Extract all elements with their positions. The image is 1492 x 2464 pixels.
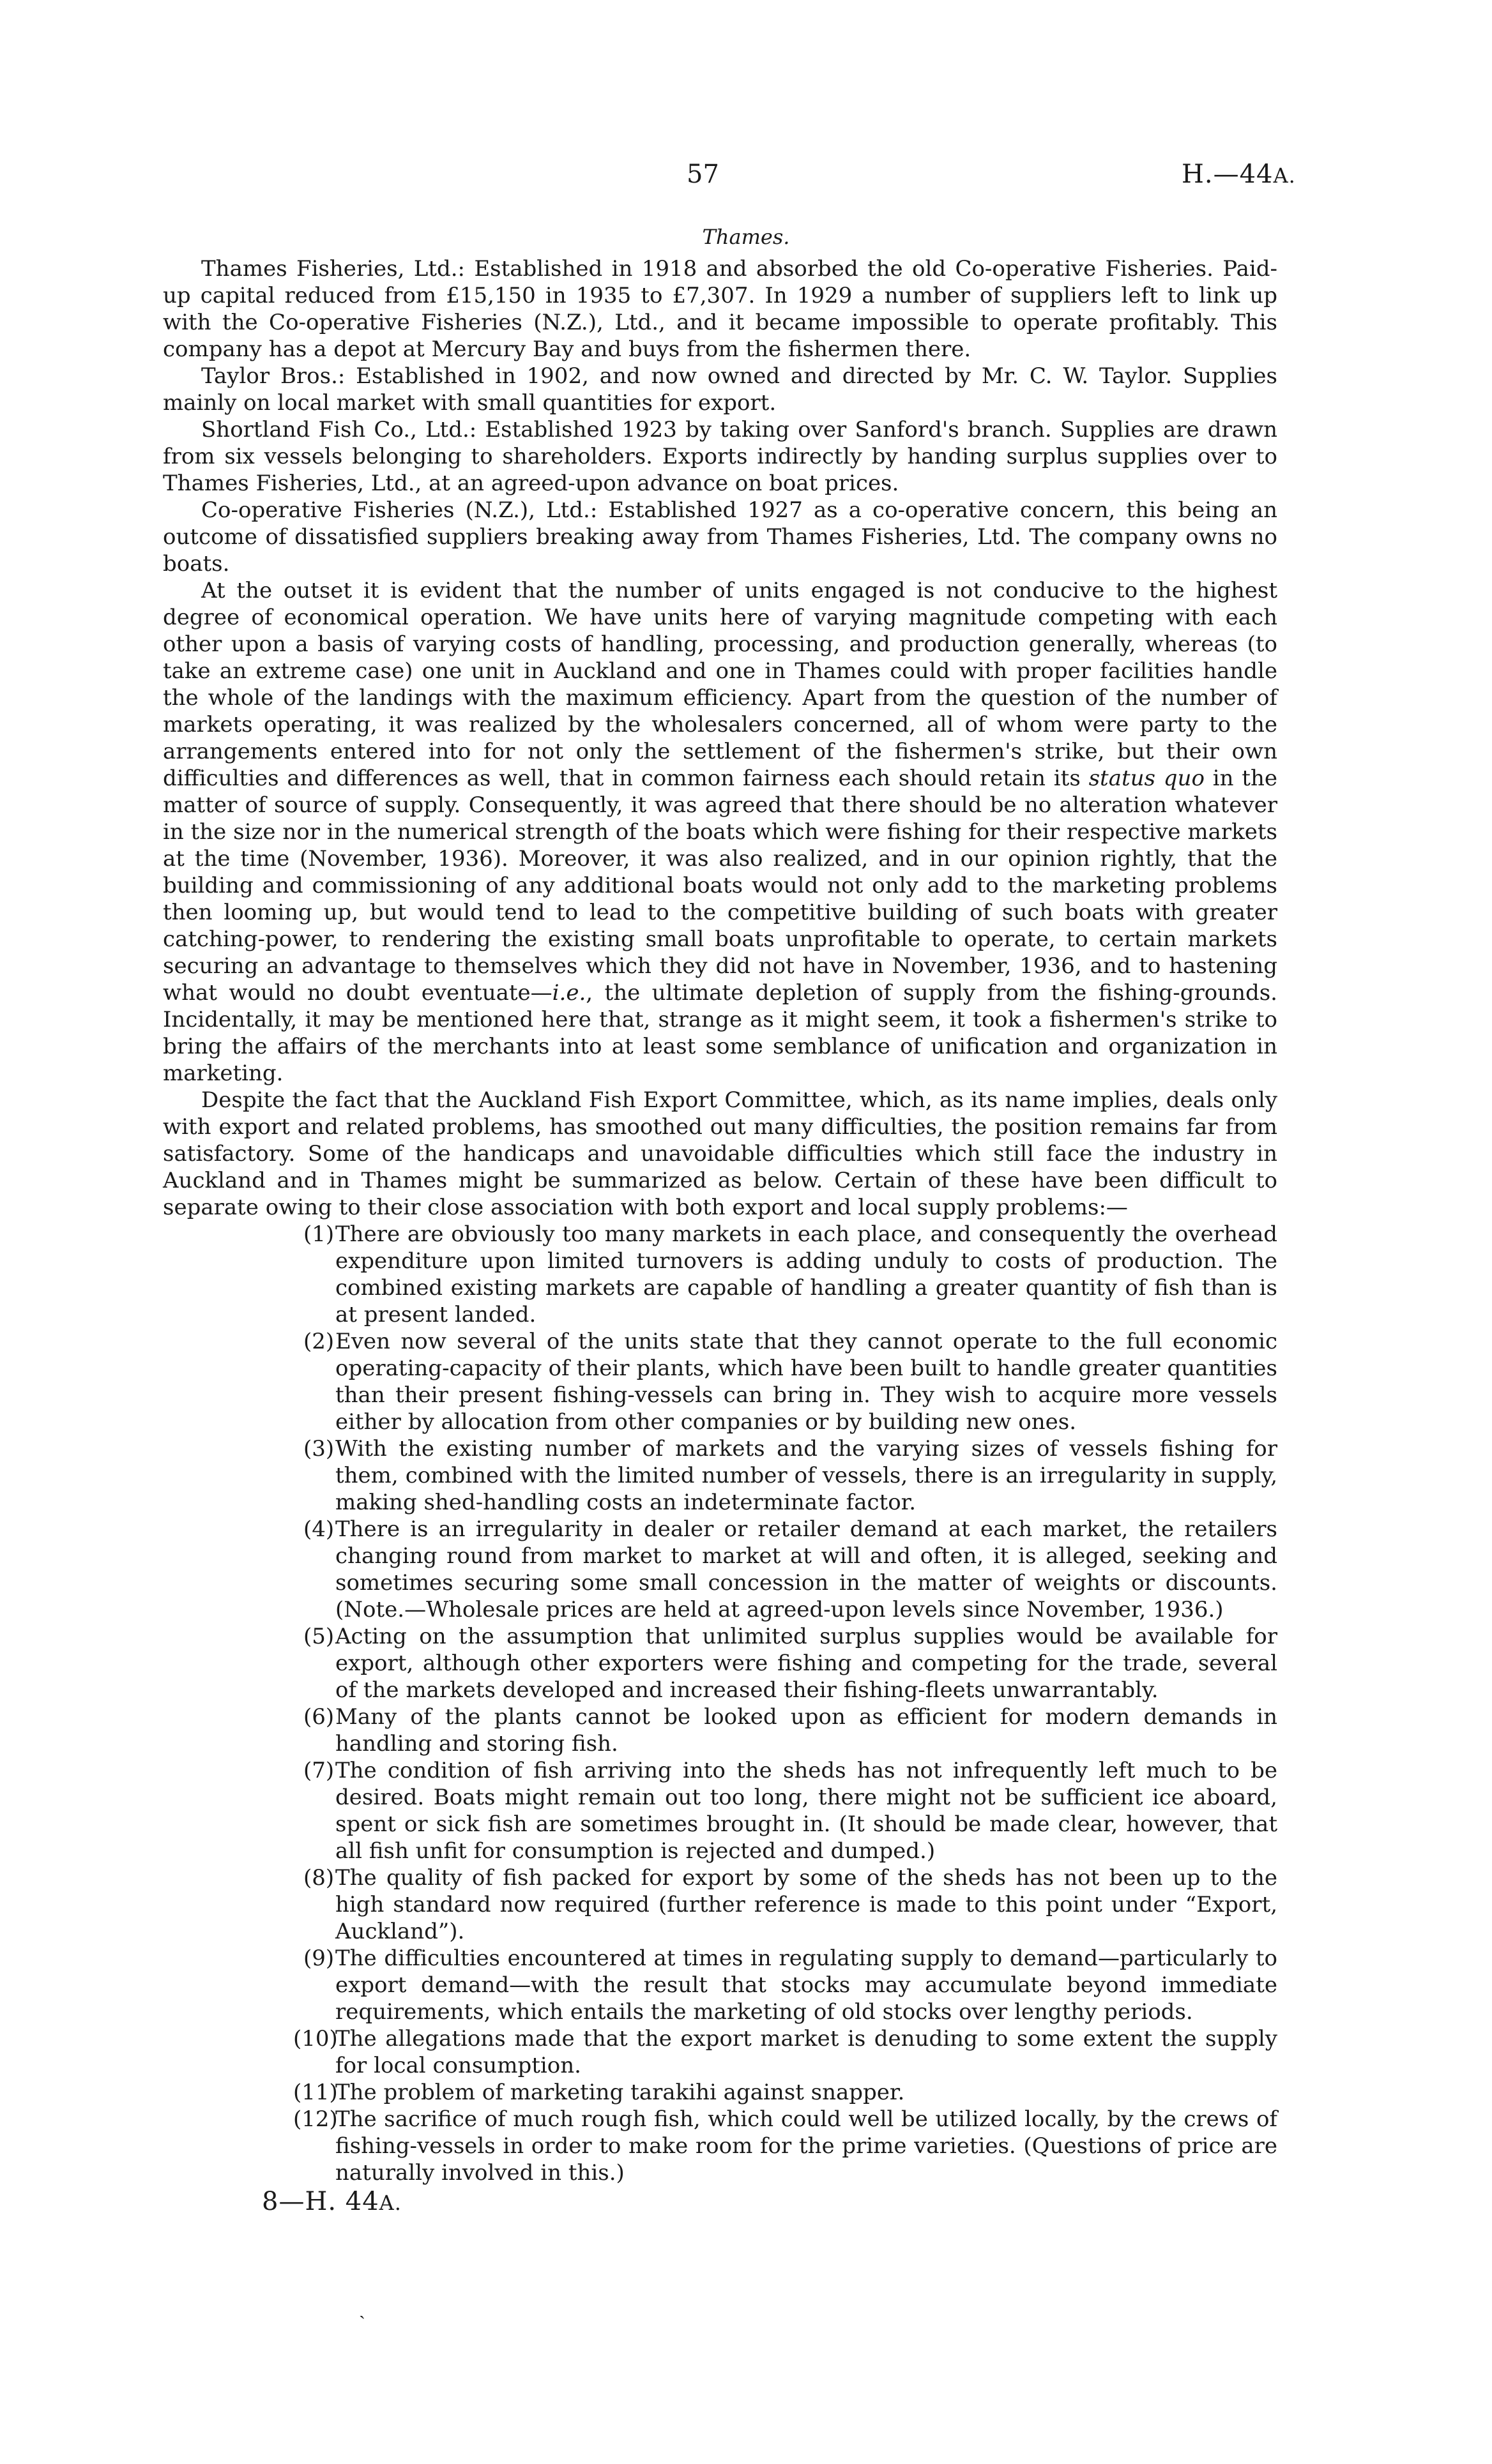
paragraph-outset-part-3: , the ultimate depletion of supply from the fishing-grounds. Incidentally, it may be mentioned here that, strange as it might seem, it took a fishermen's strike to bring the affairs of the merchants into at least some semblance of unification and organization in marketing. bbox=[163, 980, 1277, 1086]
list-item bbox=[163, 1516, 1277, 1623]
list-item bbox=[163, 1623, 1277, 1704]
signature-mark bbox=[262, 2187, 402, 2216]
difficulties-list bbox=[163, 1221, 1277, 2186]
stray-mark: ˎ bbox=[359, 2297, 365, 2320]
list-item-text: The sacrifice of much rough fish, which could well be utilized locally, by the crews of fishing-vessels in order to make room for the prime varieties. (Questions of price are naturally involved in this.) bbox=[335, 2106, 1277, 2186]
paragraph-outset-part-1: At the outset it is evident that the number of units engaged is not conducive to the highest degree of economical operation. We have units here of varying magnitude competing with each other upon a basis of varying costs of handling, processing, and production generally, whereas (to take an extreme case) one unit in Auckland and one in Thames could with proper facilities handle the whole of the landings with the maximum efficiency. Apart from the question of the number of markets operating, it was realized by the wholesalers concerned, all of whom were party to the arrangements entered into for not only the settlement of the fishermen's strike, but their own difficulties and differences as well, that in common fairness each should retain its bbox=[163, 578, 1277, 791]
paragraph-outset-italic-ie: i.e. bbox=[552, 980, 586, 1006]
list-item-number: (8) bbox=[303, 1865, 335, 1891]
list-item-text: Even now several of the units state that they cannot operate to the full economic operating-capacity of their plants, which have been built to handle greater quantities than their present fishing-vessels can bring in. They wish to acquire more vessels either by allocation from other companies or by building new ones. bbox=[335, 1329, 1277, 1435]
list-item-number: (10) bbox=[293, 2026, 338, 2052]
list-item bbox=[163, 2106, 1277, 2186]
list-item bbox=[163, 1945, 1277, 2025]
list-item bbox=[163, 2079, 1277, 2106]
list-item-number: (6) bbox=[303, 1704, 335, 1730]
signature-mark-suffix: A. bbox=[379, 2191, 402, 2215]
document-reference-main: H.—44 bbox=[1182, 160, 1274, 189]
list-item bbox=[163, 1328, 1277, 1435]
paragraph-outset bbox=[163, 577, 1277, 1087]
list-item-text: The allegations made that the export market is denuding to some extent the supply for local consumption. bbox=[335, 2026, 1277, 2078]
paragraph-outset-part-2: in the matter of source of supply. Consequently, it was agreed that there should be no alteration whatever in the size nor in the numerical strength of the boats which were fishing for their respective markets at the time (November, 1936). Moreover, it was also realized, and in our opinion rightly, that the building and commissioning of any additional boats would not only add to the marketing problems then looming up, but would tend to lead to the competitive building of such boats with greater catching-power, to rendering the existing small boats unprofitable to operate, to certain markets securing an advantage to themselves which they did not have in November, 1936, and to hastening what would no doubt eventuate— bbox=[163, 766, 1277, 1006]
list-item-number: (11) bbox=[293, 2080, 338, 2105]
list-item-text: There are obviously too many markets in each place, and consequently the overhead expenditure upon limited turnovers is adding unduly to costs of production. The combined existing markets are capable of handling a greater quantity of fish than is at present landed. bbox=[335, 1221, 1277, 1327]
document-reference bbox=[1182, 160, 1296, 189]
list-item-number: (5) bbox=[303, 1624, 335, 1649]
paragraph-outset-italic-status-quo: status quo bbox=[1088, 766, 1205, 791]
list-item-number: (3) bbox=[303, 1436, 335, 1462]
paragraph-despite: Despite the fact that the Auckland Fish Export Committee, which, as its name implies, deals only with export and related problems, has smoothed out many difficulties, the position remains far from satisfactory. Some of the handicaps and unavoidable difficulties which still face the industry in Auckland and in Thames might be summarized as below. Certain of these have been difficult to separate owing to their close association with both export and local supply problems:— bbox=[163, 1087, 1277, 1220]
list-item bbox=[163, 1435, 1277, 1516]
list-item-number: (4) bbox=[303, 1516, 335, 1542]
section-title: Thames. bbox=[702, 225, 790, 249]
list-item bbox=[163, 1864, 1277, 1945]
paragraph-co-operative-fisheries: Co-operative Fisheries (N.Z.), Ltd.: Established 1927 as a co-operative concern, this being an outcome of dissatisfied suppliers breaking away from Thames Fisheries, Ltd. The company owns no boats. bbox=[163, 497, 1277, 577]
list-item-text: Many of the plants cannot be looked upon as efficient for modern demands in handling and storing fish. bbox=[335, 1704, 1277, 1757]
paragraph-thames-fisheries: Thames Fisheries, Ltd.: Established in 1918 and absorbed the old Co-operative Fisheries. Paid-up capital reduced from £15,150 in 1935 to £7,307. In 1929 a number of suppliers left to link up with the Co-operative Fisheries (N.Z.), Ltd., and it became impossible to operate profitably. This company has a depot at Mercury Bay and buys from the fishermen there. bbox=[163, 256, 1277, 362]
list-item bbox=[163, 1704, 1277, 1757]
page-number: 57 bbox=[687, 160, 719, 189]
paragraph-shortland-fish: Shortland Fish Co., Ltd.: Established 1923 by taking over Sanford's branch. Supplies are drawn from six vessels belonging to shareholders. Exports indirectly by handing surplus supplies over to Thames Fisheries, Ltd., at an agreed-upon advance on boat prices. bbox=[163, 417, 1277, 496]
list-item-text: The difficulties encountered at times in regulating supply to demand—particularly to export demand—with the result that stocks may accumulate beyond immediate requirements, which entails the marketing of old stocks over lengthy periods. bbox=[335, 1946, 1277, 2025]
list-item-text: The problem of marketing tarakihi against snapper. bbox=[335, 2080, 905, 2105]
list-item-text: The quality of fish packed for export by some of the sheds has not been up to the high standard now required (further reference is made to this point under “Export, Auckland”). bbox=[335, 1865, 1277, 1944]
paragraph-taylor-bros: Taylor Bros.: Established in 1902, and now owned and directed by Mr. C. W. Taylor. Supplies mainly on local market with small quantities for export. bbox=[163, 363, 1277, 416]
body-text bbox=[163, 255, 1277, 2186]
list-item-text: There is an irregularity in dealer or retailer demand at each market, the retailers changing round from market to market at will and often, it is alleged, seeking and sometimes securing some small concession in the matter of weights or discounts. (Note.—Wholesale prices are held at agreed-upon levels since November, 1936.) bbox=[335, 1516, 1277, 1622]
list-item-text: With the existing number of markets and the varying sizes of vessels fishing for them, combined with the limited number of vessels, there is an irregularity in supply, making shed-handling costs an indeterminate factor. bbox=[335, 1436, 1277, 1515]
list-item-text: The condition of fish arriving into the sheds has not infrequently left much to be desired. Boats might remain out too long, there might not be sufficient ice aboard, spent or sick fish are sometimes brought in. (It should be made clear, however, that all fish unfit for consumption is rejected and dumped.) bbox=[335, 1758, 1277, 1864]
list-item-number: (9) bbox=[303, 1946, 335, 1971]
list-item-number: (7) bbox=[303, 1758, 335, 1783]
document-reference-suffix: A. bbox=[1273, 163, 1296, 188]
list-item-number: (12) bbox=[293, 2106, 338, 2132]
list-item bbox=[163, 1757, 1277, 1864]
list-item-number: (2) bbox=[303, 1329, 335, 1354]
list-item-number: (1) bbox=[303, 1221, 335, 1247]
list-item bbox=[163, 2025, 1277, 2079]
list-item bbox=[163, 1221, 1277, 1328]
list-item-text: Acting on the assumption that unlimited surplus supplies would be available for export, although other exporters were fishing and competing for the trade, several of the markets developed and increased their fishing-fleets unwarrantably. bbox=[335, 1624, 1277, 1703]
signature-mark-main: 8—H. 44 bbox=[262, 2187, 379, 2216]
